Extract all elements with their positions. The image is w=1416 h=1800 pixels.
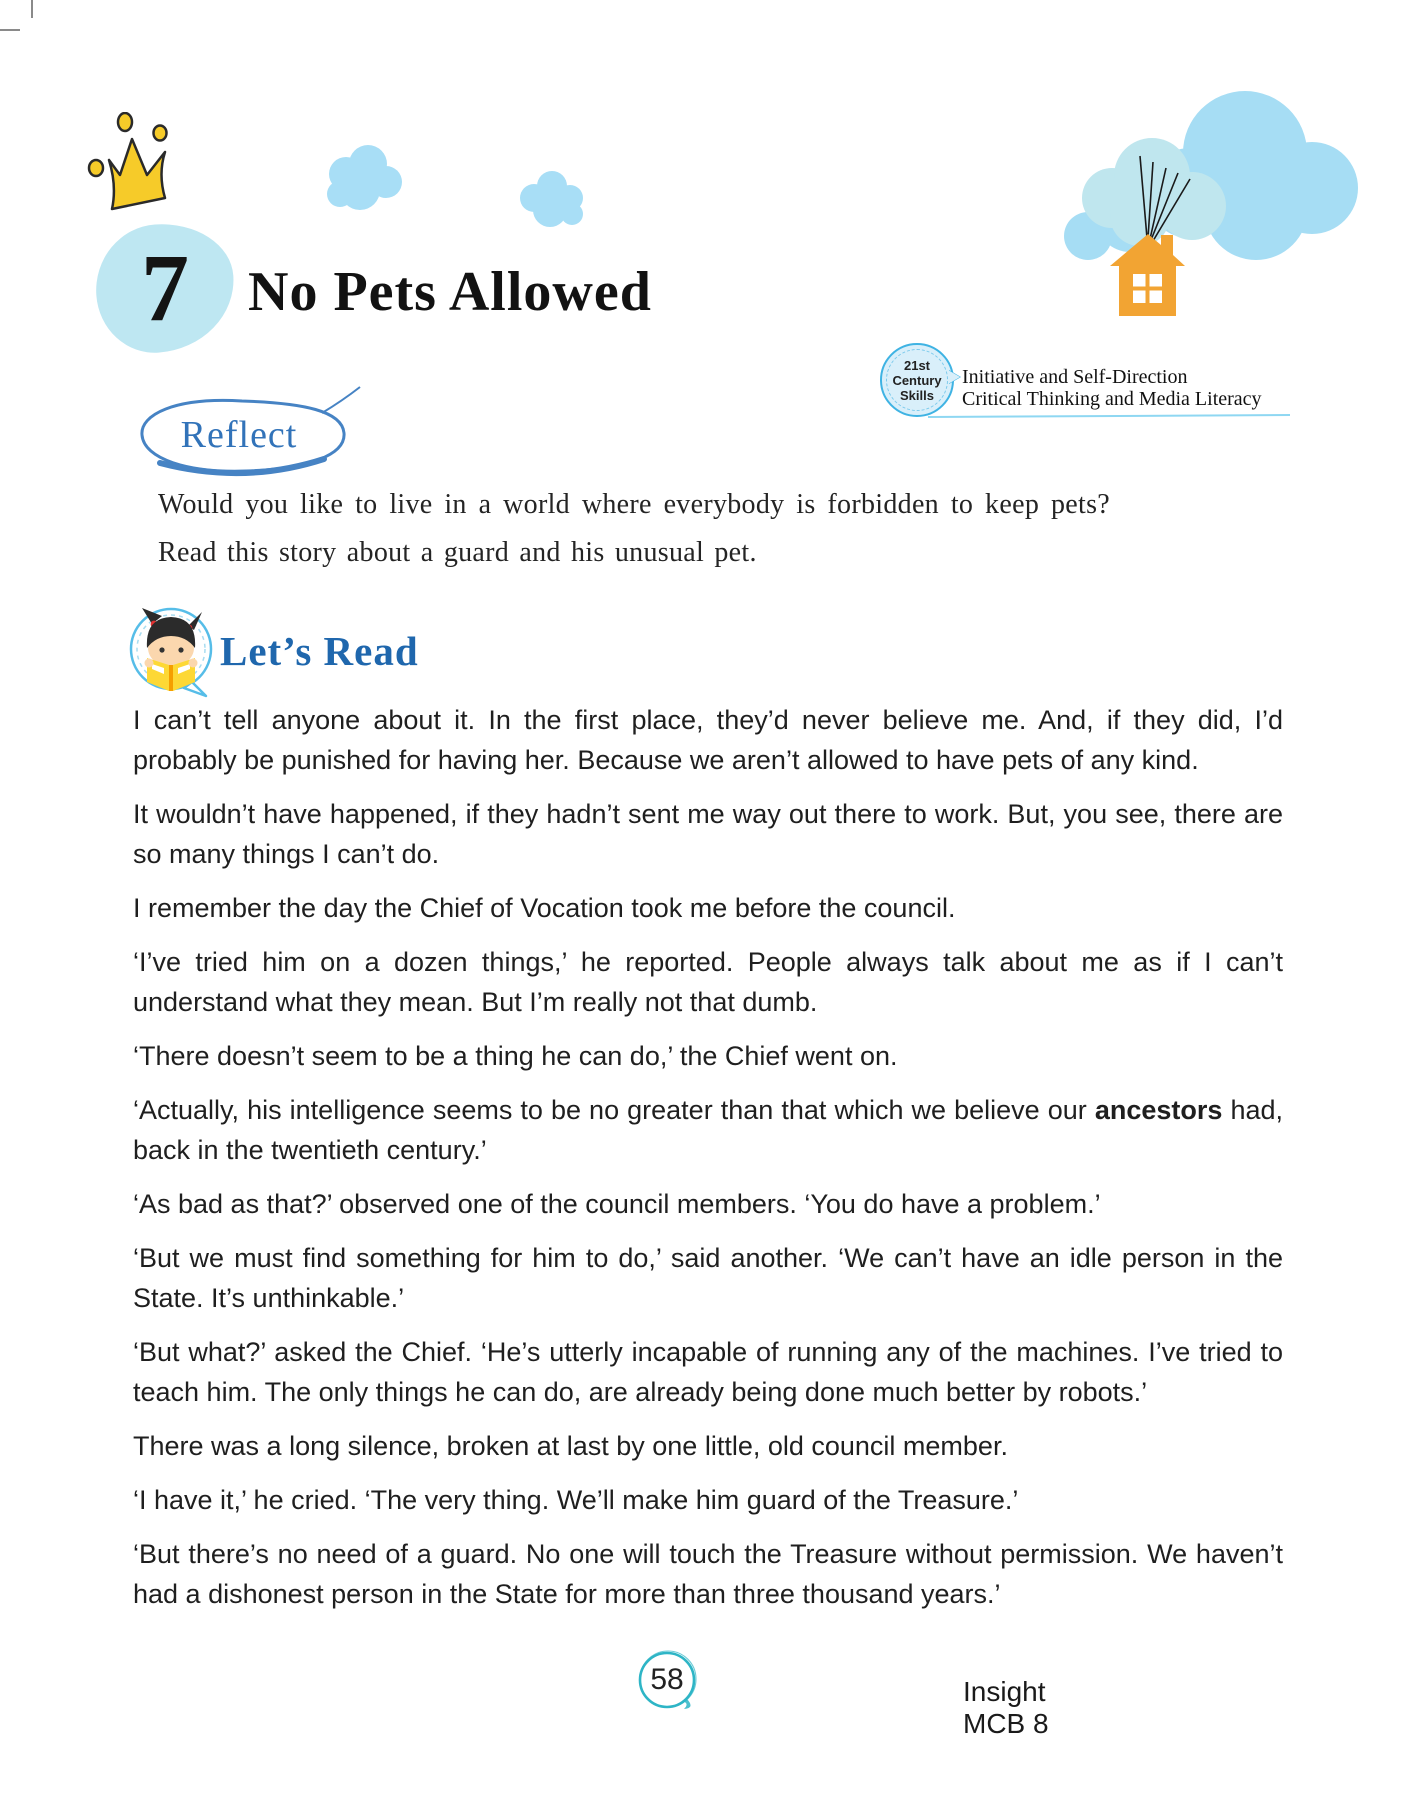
reflect-heading: Reflect [180,414,298,456]
skills-list [962,366,1262,410]
skills-badge-line1: 21st [903,357,931,373]
skills-badge-tail [948,370,960,384]
crop-mark-vertical [31,0,33,18]
crown-icon [83,112,187,225]
story-paragraph: ‘There doesn’t seem to be a thing he can do,’ the Chief went on. [133,1041,898,1071]
story-paragraph: ‘I have it,’ he cried. ‘The very thing. We’ll make him guard of the Treasure.’ [133,1485,1019,1515]
story-paragraph: ‘As bad as that?’ observed one of the council members. ‘You do have a problem.’ [133,1189,1101,1219]
story-paragraph: ‘I’ve tried him on a dozen things,’ he reported. People always talk about me as if I can’t understand what they mean. But I’m really not that dumb. [133,947,1283,1017]
page-number-bubble [636,1648,708,1722]
story-paragraph: I can’t tell anyone about it. In the first place, they’d never believe me. And, if they did, I’d probably be punished for having her. Because we aren’t allowed to have pets of any kind. [133,705,1283,775]
story-paragraph: It wouldn’t have happened, if they hadn’t sent me way out there to work. But, you see, there are so many things I can’t do. [133,799,1283,869]
story-paragraph: ‘Actually, his intelligence seems to be no greater than that which we believe our ancestors had, back in the twentieth century.’ [133,1095,1283,1165]
page-number: 58 [650,1663,684,1696]
skill-item: Critical Thinking and Media Literacy [962,388,1262,410]
skills-badge-line3: Skills [900,387,934,403]
story-text [133,700,1283,1614]
cloud-icon [322,144,408,223]
story-paragraph: I remember the day the Chief of Vocation took me before the council. [133,893,956,923]
book-title: Insight MCB 8 [963,1676,1049,1739]
chapter-title: No Pets Allowed [248,261,652,323]
crop-mark-horizontal [0,29,20,31]
skills-underline [928,414,1290,418]
story-paragraph: ‘But we must find something for him to do,’ said another. ‘We can’t have an idle person in the State. It’s unthinkable.’ [133,1243,1283,1313]
skills-badge-line2: Century [892,372,942,388]
chapter-number: 7 [141,234,189,341]
skill-item: Initiative and Self-Direction [962,366,1188,388]
lets-read-heading: Let’s Read [220,628,419,674]
story-paragraph: ‘But there’s no need of a guard. No one will touch the Treasure without permission. We haven’t had a dishonest person in the State for more than three thousand years.’ [133,1539,1283,1609]
flying-house-illustration [940,58,1360,325]
chapter-number-blob [92,219,239,356]
reflect-section-header [124,383,364,488]
cloud-icon [514,166,590,237]
reading-girl-icon [128,602,216,700]
reflect-text: Would you like to live in a world where everybody is forbidden to keep pets? Read this story about a guard and his unusual pet. [158,489,1110,568]
story-paragraph: ‘But what?’ asked the Chief. ‘He’s utterly incapable of running any of the machines. I’ve tried to teach him. The only things he can do, are already being done much better by robots.’ [133,1337,1283,1407]
lets-read-section-header [128,602,419,700]
skills-badge [880,343,954,417]
story-paragraph: There was a long silence, broken at last by one little, old council member. [133,1431,1008,1461]
